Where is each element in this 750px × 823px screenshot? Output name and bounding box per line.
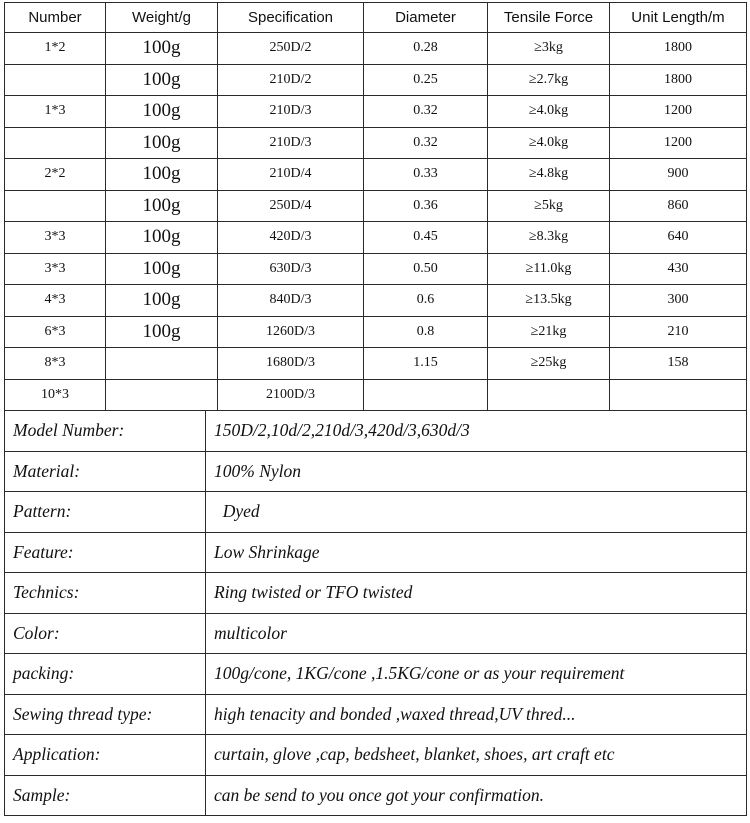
cell-tensile-force: ≥2.7kg bbox=[488, 64, 610, 96]
cell-diameter: 0.33 bbox=[364, 159, 488, 191]
attribute-value: high tenacity and bonded ,waxed thread,UV thred... bbox=[206, 694, 747, 735]
spec-row bbox=[5, 348, 747, 380]
cell-tensile-force: ≥11.0kg bbox=[488, 253, 610, 285]
product-attributes-table bbox=[4, 410, 747, 816]
cell-unit-length: 1200 bbox=[610, 127, 747, 159]
cell-diameter: 0.28 bbox=[364, 33, 488, 65]
spec-row bbox=[5, 379, 747, 411]
cell-specification: 840D/3 bbox=[218, 285, 364, 317]
thread-spec-table bbox=[4, 2, 747, 411]
spec-row bbox=[5, 64, 747, 96]
attribute-row bbox=[5, 775, 747, 816]
attribute-row bbox=[5, 532, 747, 573]
attribute-value: Low Shrinkage bbox=[206, 532, 747, 573]
attribute-row bbox=[5, 694, 747, 735]
spec-row bbox=[5, 222, 747, 254]
cell-weight: 100g bbox=[106, 285, 218, 317]
cell-unit-length: 210 bbox=[610, 316, 747, 348]
attribute-label: Technics: bbox=[5, 573, 206, 614]
cell-specification: 1680D/3 bbox=[218, 348, 364, 380]
cell-diameter: 0.25 bbox=[364, 64, 488, 96]
cell-specification: 1260D/3 bbox=[218, 316, 364, 348]
cell-tensile-force: ≥3kg bbox=[488, 33, 610, 65]
attribute-label: packing: bbox=[5, 654, 206, 695]
cell-number: 6*3 bbox=[5, 316, 106, 348]
cell-weight: 100g bbox=[106, 190, 218, 222]
cell-specification: 250D/2 bbox=[218, 33, 364, 65]
cell-specification: 630D/3 bbox=[218, 253, 364, 285]
spec-row bbox=[5, 96, 747, 128]
header-number: Number bbox=[5, 3, 106, 33]
cell-weight: 100g bbox=[106, 33, 218, 65]
cell-unit-length: 640 bbox=[610, 222, 747, 254]
cell-unit-length: 300 bbox=[610, 285, 747, 317]
attribute-label: Color: bbox=[5, 613, 206, 654]
attribute-row bbox=[5, 613, 747, 654]
attribute-value: 150D/2,10d/2,210d/3,420d/3,630d/3 bbox=[206, 411, 747, 452]
cell-specification: 420D/3 bbox=[218, 222, 364, 254]
attribute-value: multicolor bbox=[206, 613, 747, 654]
cell-specification: 210D/4 bbox=[218, 159, 364, 191]
cell-weight: 100g bbox=[106, 159, 218, 191]
cell-tensile-force: ≥4.8kg bbox=[488, 159, 610, 191]
cell-number: 8*3 bbox=[5, 348, 106, 380]
cell-unit-length: 158 bbox=[610, 348, 747, 380]
cell-number: 4*3 bbox=[5, 285, 106, 317]
attribute-label: Application: bbox=[5, 735, 206, 776]
cell-number: 10*3 bbox=[5, 379, 106, 411]
attribute-label: Model Number: bbox=[5, 411, 206, 452]
attribute-label: Material: bbox=[5, 451, 206, 492]
spec-row bbox=[5, 316, 747, 348]
product-spec-sheet bbox=[4, 2, 746, 816]
attribute-row bbox=[5, 654, 747, 695]
cell-weight: 100g bbox=[106, 316, 218, 348]
cell-tensile-force: ≥8.3kg bbox=[488, 222, 610, 254]
header-weight: Weight/g bbox=[106, 3, 218, 33]
attribute-value: 100g/cone, 1KG/cone ,1.5KG/cone or as your requirement bbox=[206, 654, 747, 695]
attribute-label: Sample: bbox=[5, 775, 206, 816]
cell-diameter: 0.6 bbox=[364, 285, 488, 317]
cell-specification: 210D/3 bbox=[218, 96, 364, 128]
cell-number: 1*2 bbox=[5, 33, 106, 65]
cell-specification: 2100D/3 bbox=[218, 379, 364, 411]
cell-tensile-force: ≥21kg bbox=[488, 316, 610, 348]
cell-diameter: 0.45 bbox=[364, 222, 488, 254]
attribute-value: can be send to you once got your confirmation. bbox=[206, 775, 747, 816]
cell-tensile-force: ≥13.5kg bbox=[488, 285, 610, 317]
cell-diameter: 0.36 bbox=[364, 190, 488, 222]
attribute-label: Feature: bbox=[5, 532, 206, 573]
cell-unit-length: 1800 bbox=[610, 64, 747, 96]
cell-weight bbox=[106, 348, 218, 380]
attribute-row bbox=[5, 735, 747, 776]
cell-diameter bbox=[364, 379, 488, 411]
cell-number bbox=[5, 127, 106, 159]
attribute-value: Ring twisted or TFO twisted bbox=[206, 573, 747, 614]
attribute-value: curtain, glove ,cap, bedsheet, blanket, shoes, art craft etc bbox=[206, 735, 747, 776]
cell-specification: 210D/3 bbox=[218, 127, 364, 159]
cell-diameter: 1.15 bbox=[364, 348, 488, 380]
cell-specification: 250D/4 bbox=[218, 190, 364, 222]
cell-tensile-force: ≥25kg bbox=[488, 348, 610, 380]
cell-weight: 100g bbox=[106, 96, 218, 128]
cell-unit-length: 900 bbox=[610, 159, 747, 191]
cell-unit-length: 860 bbox=[610, 190, 747, 222]
cell-number bbox=[5, 190, 106, 222]
cell-tensile-force: ≥4.0kg bbox=[488, 96, 610, 128]
spec-row bbox=[5, 127, 747, 159]
cell-weight: 100g bbox=[106, 127, 218, 159]
cell-number: 3*3 bbox=[5, 222, 106, 254]
cell-number: 3*3 bbox=[5, 253, 106, 285]
attribute-value: 100% Nylon bbox=[206, 451, 747, 492]
spec-row bbox=[5, 190, 747, 222]
attribute-label: Sewing thread type: bbox=[5, 694, 206, 735]
cell-weight: 100g bbox=[106, 253, 218, 285]
attribute-label: Pattern: bbox=[5, 492, 206, 533]
spec-row bbox=[5, 33, 747, 65]
header-unit-length: Unit Length/m bbox=[610, 3, 747, 33]
attribute-row bbox=[5, 451, 747, 492]
cell-number bbox=[5, 64, 106, 96]
header-diameter: Diameter bbox=[364, 3, 488, 33]
cell-weight: 100g bbox=[106, 222, 218, 254]
cell-weight: 100g bbox=[106, 64, 218, 96]
cell-unit-length bbox=[610, 379, 747, 411]
cell-diameter: 0.8 bbox=[364, 316, 488, 348]
attribute-row bbox=[5, 573, 747, 614]
attribute-value: Dyed bbox=[206, 492, 747, 533]
cell-number: 2*2 bbox=[5, 159, 106, 191]
cell-tensile-force: ≥4.0kg bbox=[488, 127, 610, 159]
cell-tensile-force bbox=[488, 379, 610, 411]
attribute-row bbox=[5, 411, 747, 452]
spec-row bbox=[5, 159, 747, 191]
cell-diameter: 0.32 bbox=[364, 96, 488, 128]
cell-unit-length: 1200 bbox=[610, 96, 747, 128]
cell-unit-length: 430 bbox=[610, 253, 747, 285]
header-tensile-force: Tensile Force bbox=[488, 3, 610, 33]
cell-diameter: 0.32 bbox=[364, 127, 488, 159]
spec-row bbox=[5, 285, 747, 317]
cell-number: 1*3 bbox=[5, 96, 106, 128]
cell-specification: 210D/2 bbox=[218, 64, 364, 96]
cell-diameter: 0.50 bbox=[364, 253, 488, 285]
spec-header-row bbox=[5, 3, 747, 33]
cell-tensile-force: ≥5kg bbox=[488, 190, 610, 222]
header-specification: Specification bbox=[218, 3, 364, 33]
cell-unit-length: 1800 bbox=[610, 33, 747, 65]
attribute-row bbox=[5, 492, 747, 533]
cell-weight bbox=[106, 379, 218, 411]
spec-row bbox=[5, 253, 747, 285]
